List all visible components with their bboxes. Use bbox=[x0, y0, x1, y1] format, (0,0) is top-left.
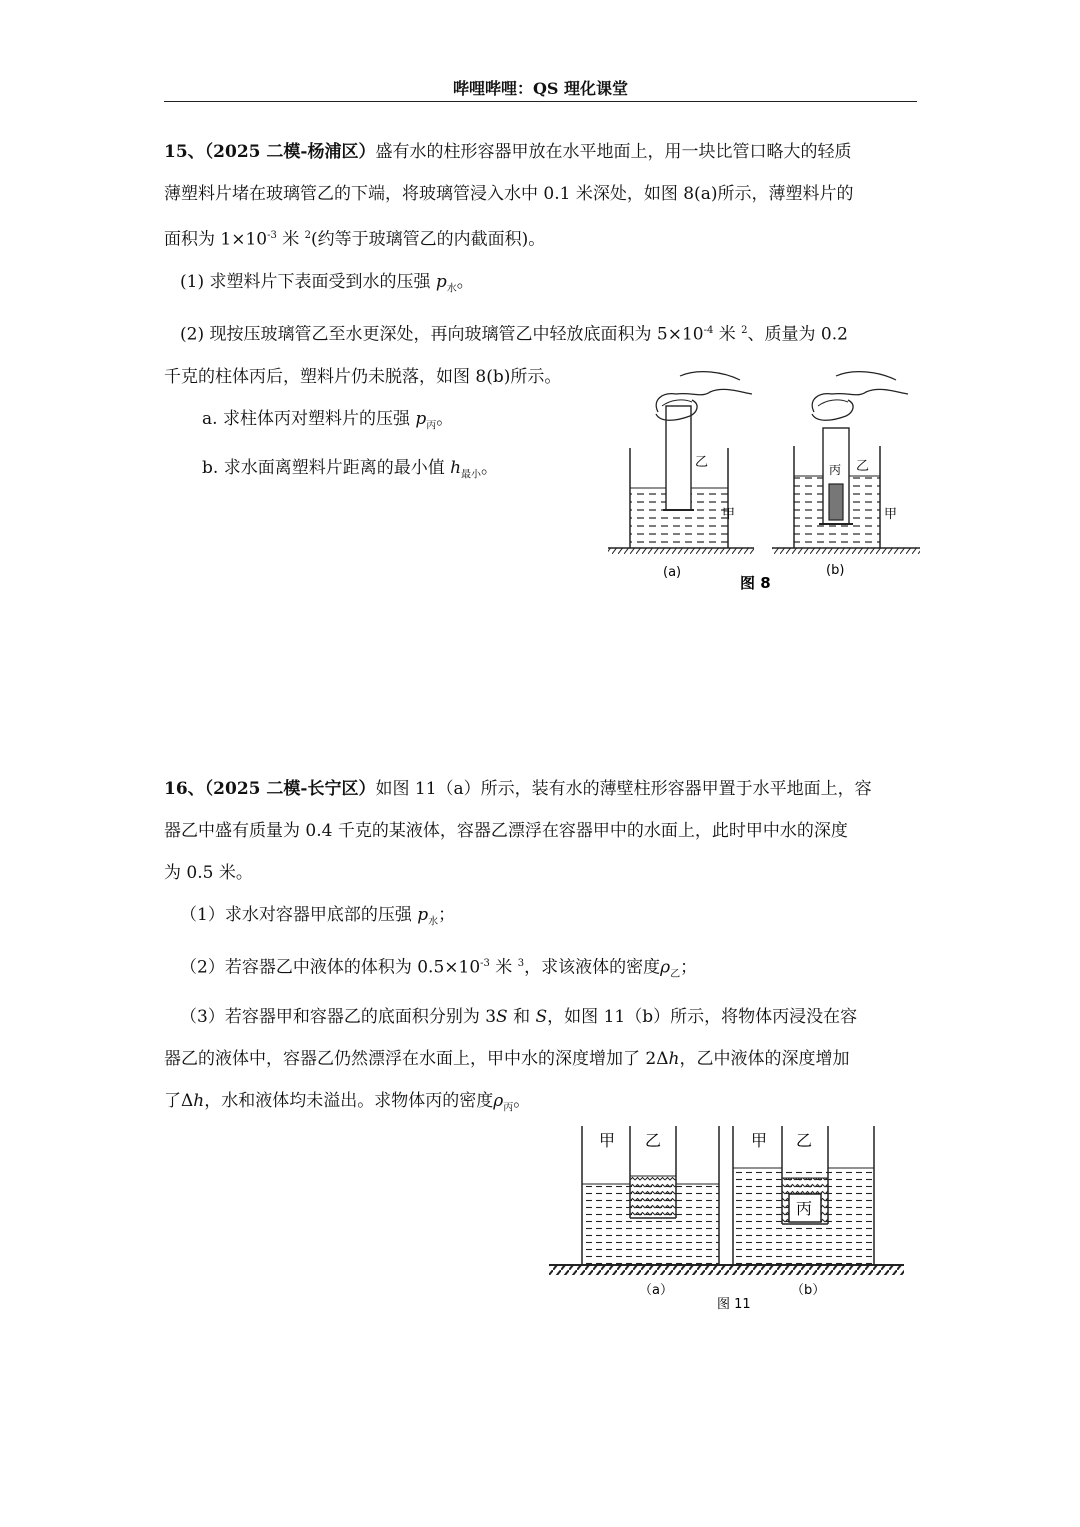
fig8b-cylinder bbox=[829, 484, 843, 520]
q16-line-1: 16、（2025 二模-长宁区）如图 11（a）所示，装有水的薄壁柱形容器甲置于水平地面上，容 bbox=[164, 779, 872, 799]
fig11b-object-label: 丙 bbox=[796, 1199, 813, 1218]
fig11a-container-label: 甲 bbox=[599, 1131, 616, 1150]
q15-sub-b: b. 求水面离塑料片距离的最小值 $h_{最小}$。 bbox=[202, 458, 499, 481]
fig8-panel-a bbox=[608, 372, 754, 580]
fig11a-label: （a） bbox=[639, 1283, 673, 1298]
question-16 bbox=[164, 768, 917, 1130]
q16-line-3: 为 0.5 米。 bbox=[164, 863, 253, 883]
fig11-caption: 图 11 bbox=[717, 1297, 751, 1312]
q16-sub-3: （3）若容器甲和容器乙的底面积分别为 3S 和 S，如图 11（b）所示，将物体丙浸没在容 bbox=[180, 1007, 858, 1028]
q16-source: （2025 二模-长宁区） bbox=[204, 779, 376, 799]
fig8b-tube-label: 乙 bbox=[856, 459, 870, 474]
q16-number: 16、 bbox=[164, 779, 205, 799]
q15-line-3: 面积为 $1\times 10^{-3}$ 米 $^2$(约等于玻璃管乙的内截面积)。 bbox=[164, 229, 546, 250]
q16-sub-3-cont-1: 器乙的液体中，容器乙仍然漂浮在水面上，甲中水的深度增加了 2Δh，乙中液体的深度增加 bbox=[164, 1049, 850, 1070]
q15-line-2: 薄塑料片堵在玻璃管乙的下端，将玻璃管浸入水中 0.1 米深处，如图 8(a)所示，薄塑料片的 bbox=[164, 184, 854, 204]
fig8a-label: (a) bbox=[663, 565, 682, 580]
q15-source: （2025 二模-杨浦区） bbox=[204, 142, 376, 162]
fig8b-cylinder-label: 丙 bbox=[829, 463, 842, 477]
q16-sub-1: （1）求水对容器甲底部的压强 $p_水$； bbox=[180, 905, 456, 928]
q15-line-1 bbox=[164, 131, 917, 173]
fig8a-container-label: 甲 bbox=[722, 507, 736, 522]
fig11b-label: （b） bbox=[791, 1283, 826, 1298]
q16-sub-2: （2）若容器乙中液体的体积为 $0.5\times 10^{-3}$ 米 $^3$，求该液体的密度$\rho_乙$； bbox=[180, 958, 698, 981]
page-header: 哔哩哔哩：QS 理化课堂 bbox=[452, 79, 629, 98]
fig8b-container-label: 甲 bbox=[884, 507, 898, 522]
q15-sub-2-cont: 千克的柱体丙后，塑料片仍未脱落，如图 8(b)所示。 bbox=[164, 366, 562, 387]
q15-text-1: 盛有水的柱形容器甲放在水平地面上，用一块比管口略大的轻质 bbox=[375, 142, 852, 162]
figure-11 bbox=[545, 1120, 910, 1320]
q16-sub-3-cont-2: 了Δh，水和液体均未溢出。求物体丙的密度$\rho_丙$。 bbox=[164, 1091, 531, 1114]
fig11b-inner-label: 乙 bbox=[796, 1131, 813, 1150]
q15-number: 15、 bbox=[164, 142, 205, 162]
fig8-caption: 图 8 bbox=[740, 574, 771, 592]
q15-sub-1: (1) 求塑料片下表面受到水的压强 $p_水$。 bbox=[180, 271, 474, 295]
header-divider bbox=[164, 101, 917, 102]
q15-sub-2: (2) 现按压玻璃管乙至水更深处，再向玻璃管乙中轻放底面积为 $5\times 10^{-4}$ 米 $^2$、质量为 0.2 bbox=[180, 324, 848, 345]
q15-sub-a: a. 求柱体丙对塑料片的压强 $p_丙$。 bbox=[202, 408, 454, 432]
fig11-ground bbox=[549, 1265, 904, 1275]
q16-line-2: 器乙中盛有质量为 0.4 千克的某液体，容器乙漂浮在容器甲中的水面上，此时甲中水的深度 bbox=[164, 821, 848, 841]
fig8-panel-b bbox=[772, 372, 920, 578]
fig8b-label: (b) bbox=[826, 563, 845, 578]
fig11b-container-label: 甲 bbox=[751, 1131, 768, 1150]
fig11a-inner-label: 乙 bbox=[645, 1131, 662, 1150]
fig8a-tube-label: 乙 bbox=[695, 455, 709, 470]
figure-8 bbox=[600, 370, 930, 600]
